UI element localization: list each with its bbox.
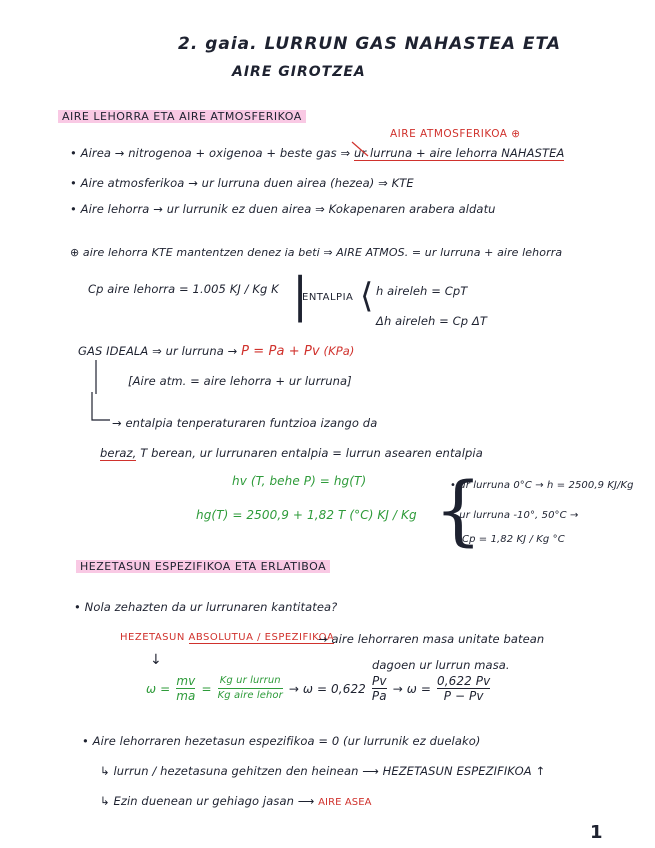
kte-note: ⊕ aire lehorra KTE mantentzen denez ia beti ⇒ AIRE ATMOS. = ur lurruna + aire lehorra	[70, 246, 563, 259]
dh-equation: Δh aireleh = Cp ΔT	[376, 314, 488, 328]
aire-atm-bracket: [Aire atm. = aire lehorra + ur lurruna]	[128, 374, 352, 388]
aire-asea-label: AIRE ASEA	[318, 797, 372, 808]
omega-ma: ma	[176, 689, 196, 703]
entalpia-label: ENTALPIA	[302, 292, 354, 303]
section-heading-hezetasun-text: HEZETASUN ESPEZIFIKOA ETA ERLATIBOA	[76, 560, 330, 573]
omega-pv: Pv	[372, 674, 387, 688]
page-subtitle: AIRE GIROTZEA	[232, 64, 366, 80]
entalpia-function-line: → entalpia tenperaturaren funtzioa izango da	[112, 416, 378, 430]
page-number: 1	[590, 822, 603, 843]
hezetasun-def1: → aire lehorraren masa unitate batean	[318, 632, 545, 646]
entalpia-bar: |	[292, 267, 309, 323]
gas-ideala-label: GAS IDEALA ⇒ ur lurruna →	[78, 344, 238, 358]
omega-final-den: P − Pv	[443, 689, 484, 703]
aire-atmos-line: • Aire atmosferikoa → ur lurruna duen airea (hezea) ⇒ KTE	[70, 176, 414, 190]
h-equation: h aireleh = CpT	[376, 284, 468, 298]
beraz-word: beraz,	[100, 446, 137, 460]
hezetasun-def2: dagoen ur lurrun masa.	[372, 658, 510, 672]
aire-lehorra-hezetasun: • Aire lehorraren hezetasun espezifikoa = 0 (ur lurrunik ez duelako)	[82, 734, 481, 748]
omega-kg-vapor: Kg ur lurrun	[219, 675, 281, 686]
hg-note-0c: • ur lurruna 0°C → h = 2500,9 KJ/Kg	[450, 480, 634, 491]
hg-brace: {	[434, 465, 483, 554]
aire-lehorra-line: • Aire lehorra → ur lurrunik ez duen airea ⇒ Kokapenaren arabera aldatu	[70, 202, 496, 216]
hv-equation: hv (T, behe P) = hg(T)	[232, 474, 367, 488]
page-title: 2. gaia. LURRUN GAS NAHASTEA ETA	[178, 34, 561, 54]
omega-kg-air: Kg aire lehor	[217, 690, 283, 701]
hg-equation: hg(T) = 2500,9 + 1,82 T (°C) KJ / Kg	[196, 508, 417, 522]
kantitatea-question: • Nola zehazten da ur lurrunaren kantitatea?	[74, 600, 338, 614]
atmos-pointer-line	[352, 142, 368, 156]
omega-symbol: ω =	[146, 681, 171, 696]
atmos-label: AIRE ATMOSFERIKOA ⊕	[390, 128, 521, 140]
omega-final: → ω =	[392, 681, 432, 696]
pressure-formula: P = Pa + Pv	[241, 344, 320, 359]
airea-right: ur lurruna + aire lehorra NAHASTEA	[353, 146, 565, 160]
hezetasun-word: HEZETASUN	[120, 632, 185, 643]
airea-left: • Airea → nitrogenoa + oxigenoa + beste gas ⇒	[70, 146, 351, 160]
beraz-rest: T berean, ur lurrunaren entalpia = lurrun asearen entalpia	[136, 446, 483, 460]
hg-note-range: • ur lurruna -10°, 50°C →	[450, 510, 579, 521]
cp-aire-lehorra: Cp aire lehorra = 1.005 KJ / Kg K	[88, 282, 279, 296]
omega-pa: Pa	[371, 689, 387, 703]
hezetasun-absolutua: ABSOLUTUA / ESPEZIFIKOA	[188, 632, 335, 643]
aire-asea-left: ↳ Ezin duenean ur gehiago jasan ⟶	[100, 794, 315, 808]
omega-final-num: 0,622 Pv	[437, 674, 491, 688]
entalpia-brace: ⟨	[360, 276, 374, 316]
hg-note-cp: Cp = 1,82 KJ / Kg °C	[462, 534, 565, 545]
down-arrow: ↓	[150, 652, 162, 668]
section-heading-aire-text: AIRE LEHORRA ETA AIRE ATMOSFERIKOA	[58, 110, 306, 123]
gehitzen-line: ↳ lurrun / hezetasuna gehitzen den heinean ⟶ HEZETASUN ESPEZIFIKOA ↑	[100, 764, 546, 778]
equals-sign: =	[201, 681, 212, 696]
entalpia-hook-line	[92, 392, 110, 420]
omega-0622: → ω = 0,622	[288, 681, 366, 696]
omega-mv: mv	[176, 674, 196, 688]
pressure-unit: (KPa)	[323, 344, 355, 358]
